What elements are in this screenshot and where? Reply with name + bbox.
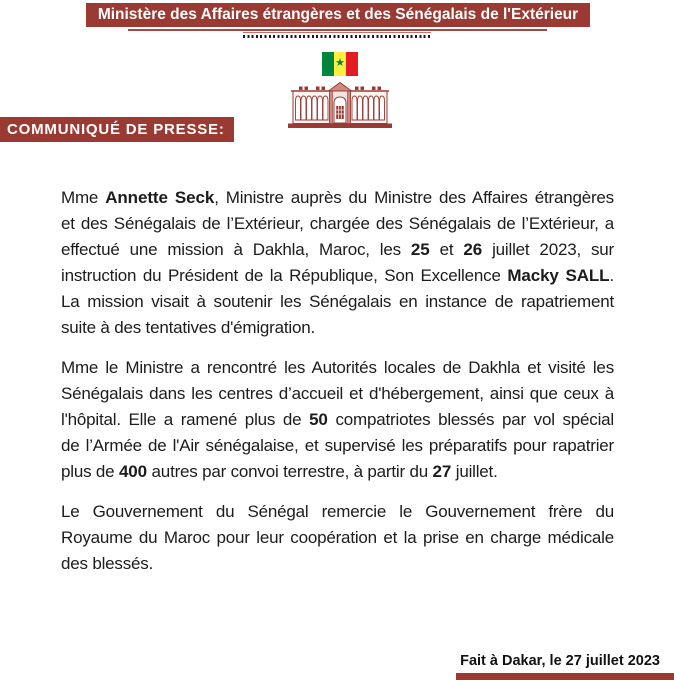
footer-bar [456, 673, 674, 680]
star-icon: ★ [335, 57, 345, 70]
flag-yellow-stripe [334, 52, 346, 76]
text-line: effectué une mission à Dakhla, Maroc, les 25 et 26 juillet 2023, sur [61, 240, 614, 259]
text-line: et des Sénégalais de l’Extérieur, chargée des Sénégalais de l’Extérieur, a [61, 214, 614, 233]
flag-red-stripe [346, 52, 358, 76]
press-release-body [61, 185, 614, 591]
text-line: Mme le Ministre a rencontré les Autorités locales de Dakhla et visité les [61, 358, 614, 377]
text-line: instruction du Président de la République, Son Excellence Macky SALL. [61, 266, 615, 285]
paragraph [61, 355, 614, 485]
text-line: de l’Armée de l'Air sénégalaise, et supervisé les préparatifs pour rapatrier [61, 436, 614, 455]
dotted-separator [243, 32, 431, 38]
dateline [460, 653, 660, 669]
text-line: La mission visait à soutenir les Sénégalais en instance de rapatriement [61, 292, 614, 311]
banner-underline [128, 29, 547, 31]
press-release-badge [0, 117, 234, 142]
text-line: l'hôpital. Elle a ramené plus de 50 compatriotes blessés par vol spécial [61, 410, 614, 429]
palace-building-icon [288, 82, 392, 128]
flag-green-stripe [322, 52, 334, 76]
ministry-title: Ministère des Affaires étrangères et des Sénégalais de l'Extérieur [97, 6, 579, 23]
press-release-badge-label: COMMUNIQUÉ DE PRESSE: [7, 121, 225, 138]
text-line: Mme Annette Seck, Ministre auprès du Ministre des Affaires étrangères [61, 188, 614, 207]
text-line: plus de 400 autres par convoi terrestre, à partir du 27 juillet. [61, 462, 498, 481]
text-line: Royaume du Maroc pour leur coopération et la prise en charge médicale [61, 528, 614, 547]
text-line: des blessés. [61, 554, 154, 573]
senegal-flag-icon [322, 52, 358, 76]
text-line: suite à des tentatives d'émigration. [61, 318, 316, 337]
text-line: Le Gouvernement du Sénégal remercie le Gouvernement frère du [61, 502, 614, 521]
dotted-line [243, 35, 431, 38]
paragraph [61, 185, 614, 341]
dateline-text: Fait à Dakar, le 27 juillet 2023 [460, 653, 660, 669]
text-line: Sénégalais dans les centres d’accueil et d'hébergement, ainsi que ceux à [61, 384, 614, 403]
paragraph [61, 499, 614, 577]
ministry-banner [86, 3, 590, 27]
